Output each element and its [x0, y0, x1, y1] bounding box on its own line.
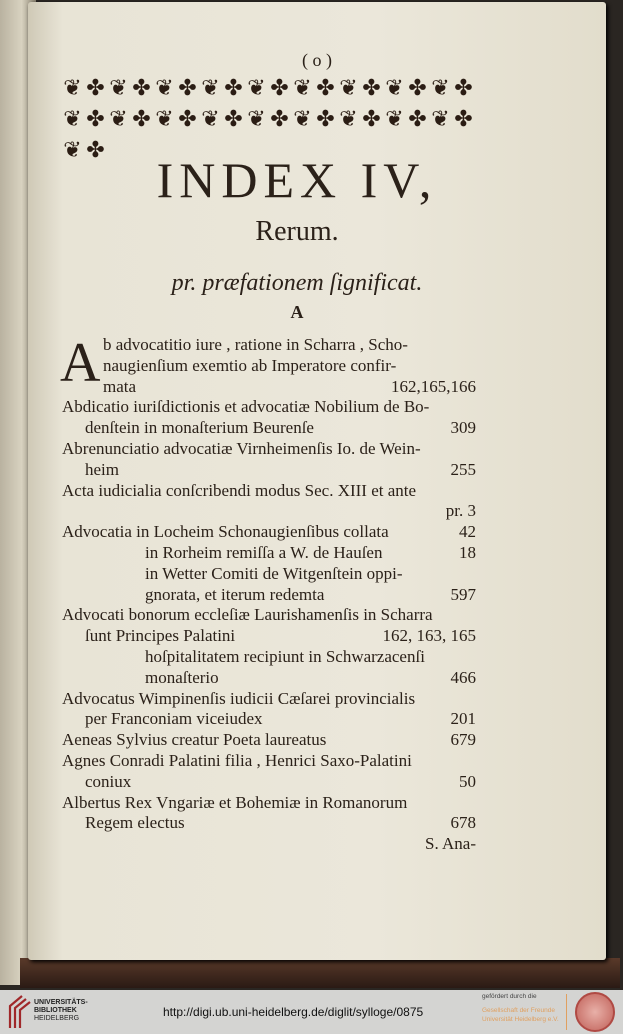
- index-page-number: pr. 3: [445, 501, 476, 521]
- ornament-flourish-icon: ✤: [86, 138, 105, 163]
- ornament-flourish-icon: ❦: [431, 107, 450, 132]
- index-entry-text: denſtein in monaſterium Beurenſe: [85, 418, 314, 438]
- permalink-url[interactable]: http://digi.ub.uni-heidelberg.de/diglit/sylloge/0875: [163, 1005, 424, 1019]
- index-entry-text: Agnes Conradi Palatini filia , Henrici Saxo-Palatini: [62, 751, 412, 770]
- book-page: [28, 2, 606, 960]
- index-entry-text: Albertus Rex Vngariæ et Bohemiæ in Romanorum: [62, 792, 408, 812]
- index-entry-text: hoſpitalitatem recipiunt in Schwarzacenſi: [145, 647, 425, 666]
- index-page-number: 50: [459, 771, 476, 791]
- index-entry-text: in Rorheim remiſſa a W. de Hauſen: [145, 543, 383, 562]
- ornament-flourish-icon: ❦: [201, 107, 220, 132]
- ornament-flourish-icon: ✤: [224, 107, 243, 132]
- ornament-flourish-icon: ❦: [385, 107, 404, 132]
- index-entry-text: Regem electus: [85, 813, 185, 833]
- sponsor-name: [482, 1006, 559, 1024]
- index-entry-text: Aeneas Sylvius creatur Poeta laureatus: [62, 730, 327, 750]
- ornament-flourish-icon: ❦: [63, 138, 82, 163]
- ornament-flourish-icon: ❦: [293, 76, 312, 101]
- ornament-flourish-icon: ❦: [63, 76, 82, 101]
- ornament-flourish-icon: ✤: [316, 76, 335, 101]
- ornament-flourish-icon: ✤: [362, 76, 381, 101]
- index-entry-text: Acta iudicialia conſcribendi modus Sec. XIII et ante: [62, 480, 417, 500]
- page-subtitle: Rerum.: [255, 216, 339, 247]
- index-page-number: S. Ana-: [425, 834, 476, 854]
- ornament-flourish-icon: ❦: [247, 107, 266, 132]
- logo-line: BIBLIOTHEK: [34, 1007, 77, 1014]
- index-entry-text: b advocatitio iure , ratione in Scharra , Scho-: [103, 335, 408, 354]
- index-page-number: 309: [450, 418, 476, 438]
- index-entry-text: naugienſium exemtio ab Imperatore confir-: [103, 355, 397, 375]
- ornament-flourish-icon: ✤: [454, 76, 473, 101]
- book-edge: [20, 958, 620, 988]
- index-entry-text: Advocatus Wimpinenſis iudicii Cæſarei provincialis: [62, 688, 416, 708]
- ornament-flourish-icon: ✤: [86, 107, 105, 132]
- ornament-flourish-icon: ❦: [339, 107, 358, 132]
- library-logo-icon: [6, 994, 32, 1030]
- index-page-number: 466: [450, 667, 476, 687]
- index-entry-text: coniux: [85, 771, 132, 791]
- sponsor-line: Gesellschaft der Freunde: [482, 1007, 555, 1014]
- logo-line: UNIVERSITÄTS-: [34, 999, 88, 1006]
- ornament-flourish-icon: ❦: [109, 76, 128, 101]
- index-entry-text: in Wetter Comiti de Witgenſtein oppi-: [145, 563, 403, 583]
- ornament-flourish-icon: ✤: [86, 76, 105, 101]
- divider: [566, 994, 567, 1030]
- viewer-footer: [0, 990, 623, 1034]
- ornament-flourish-icon: ❦: [431, 76, 450, 101]
- index-page-number: 42: [459, 522, 476, 542]
- drop-cap: A: [60, 332, 101, 394]
- university-seal-icon: [575, 992, 615, 1032]
- section-letter: A: [290, 302, 304, 322]
- ornament-flourish-icon: ✤: [454, 107, 473, 132]
- ornament-flourish-icon: ❦: [385, 76, 404, 101]
- page-header-mark: ( o ): [302, 50, 332, 70]
- ornament-flourish-icon: ✤: [178, 76, 197, 101]
- ornament-flourish-icon: ✤: [224, 76, 243, 101]
- ornament-flourish-icon: ✤: [270, 76, 289, 101]
- ornament-flourish-icon: ✤: [316, 107, 335, 132]
- index-page-number: 679: [450, 730, 476, 750]
- sponsor-line: Universität Heidelberg e.V.: [482, 1016, 559, 1023]
- index-entry-text: Abrenunciatio advocatiæ Virnheimenſis Io. de Wein-: [62, 439, 421, 458]
- ornament-flourish-icon: ❦: [201, 76, 220, 101]
- index-entry-text: ſunt Principes Palatini: [85, 626, 236, 646]
- index-page-number: 162,165,166: [391, 376, 476, 396]
- index-entry-text: mata: [103, 376, 137, 396]
- index-entry-text: monaſterio: [145, 667, 219, 687]
- index-page-number: 255: [450, 459, 476, 479]
- ornament-flourish-icon: ✤: [408, 76, 427, 101]
- ornament-flourish-icon: ❦: [155, 107, 174, 132]
- index-entry-text: Advocati bonorum eccleſiæ Laurishamenſis in Scharra: [62, 605, 433, 625]
- index-entry-text: Abdicatio iuriſdictionis et advocatiæ Nobilium de Bo-: [62, 397, 430, 417]
- index-page-number: 201: [450, 709, 476, 729]
- index-page-number: 18: [459, 543, 476, 562]
- decorative-ornament-band: [62, 74, 476, 163]
- index-entry-text: Advocatia in Locheim Schonaugienſibus collata: [62, 522, 389, 542]
- logo-line: HEIDELBERG: [34, 1015, 80, 1022]
- page-title: INDEX IV,: [156, 152, 438, 208]
- index-entry-text: per Franconiam viceiudex: [85, 709, 263, 729]
- index-page-number: 678: [450, 813, 476, 833]
- ornament-flourish-icon: ❦: [63, 107, 82, 132]
- index-page-number: 597: [450, 584, 476, 604]
- ornament-flourish-icon: ✤: [178, 107, 197, 132]
- ornament-flourish-icon: ✤: [270, 107, 289, 132]
- ornament-flourish-icon: ❦: [293, 107, 312, 132]
- abbreviation-note: pr. præfationem ſignificat.: [171, 270, 423, 296]
- sponsor-label: gefördert durch die: [482, 993, 537, 1000]
- ornament-flourish-icon: ✤: [132, 107, 151, 132]
- ornament-flourish-icon: ❦: [109, 107, 128, 132]
- ornament-flourish-icon: ❦: [155, 76, 174, 101]
- library-logo-text: [34, 999, 88, 1023]
- index-page-number: 162, 163, 165: [382, 626, 476, 646]
- index-entry-text: gnorata, et iterum redemta: [145, 584, 325, 604]
- index-entry-text: heim: [85, 459, 119, 479]
- ornament-flourish-icon: ✤: [362, 107, 381, 132]
- ornament-flourish-icon: ✤: [408, 107, 427, 132]
- ornament-flourish-icon: ❦: [339, 76, 358, 101]
- ornament-flourish-icon: ✤: [132, 76, 151, 101]
- ornament-flourish-icon: ❦: [247, 76, 266, 101]
